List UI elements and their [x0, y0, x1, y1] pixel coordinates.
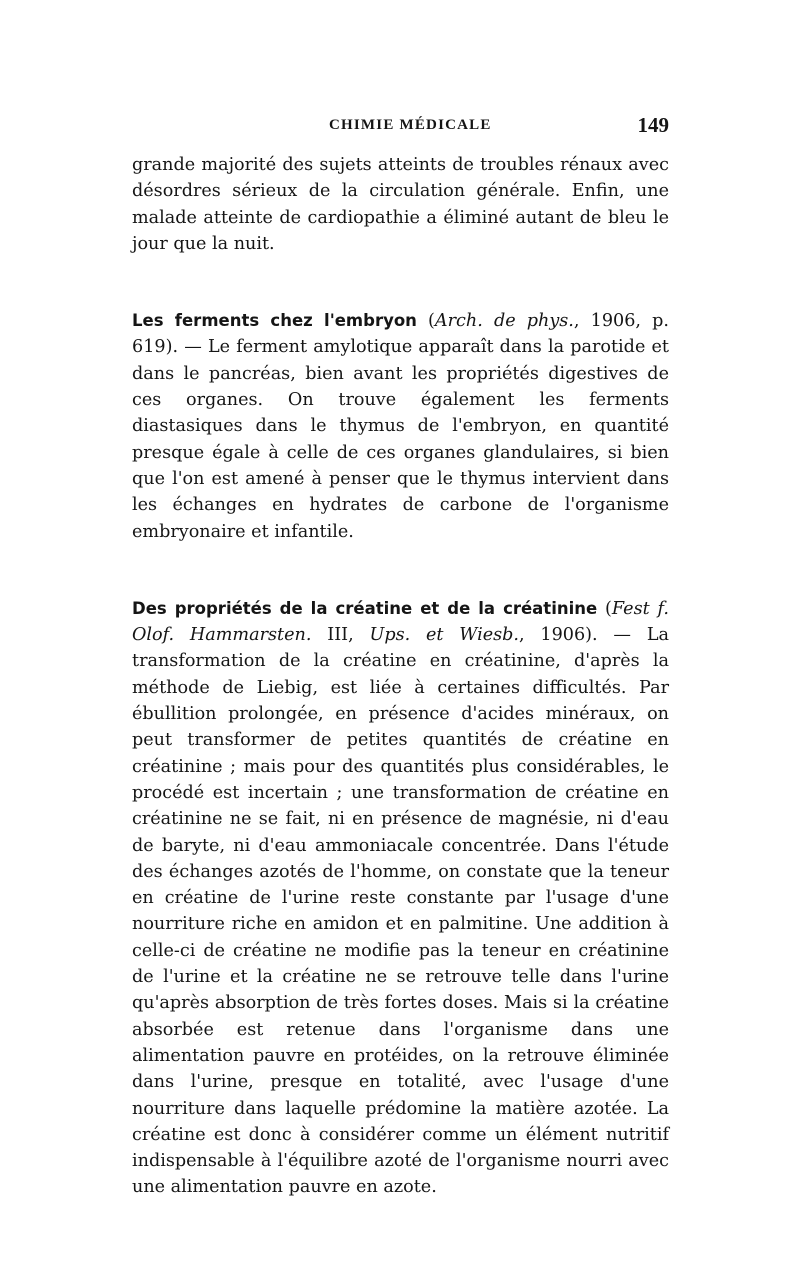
section-embryo-ferments: [132, 308, 669, 545]
page-header: [133, 113, 673, 141]
page-body: [132, 152, 669, 1201]
section-gap: [132, 257, 669, 308]
running-head: CHIMIE MÉDICALE: [329, 117, 492, 133]
page-number: 149: [637, 113, 669, 137]
reference-open: (: [416, 311, 435, 332]
section-creatine: [132, 596, 669, 1201]
reference-volume: III,: [311, 625, 370, 646]
paragraph-text: Le ferment amylotique apparaît dans la parotide et dans le pancréas, bien avant les propriétés digestives de ces organes. On trouve également les ferments diastasiques dans le thymus de l'embryon, en quantité presque égale à celle de ces organes glandulaires, si bien que l'on est amené à penser que le thymus intervient dans les échanges en hydrates de carbone de l'organisme embryonaire et infantile.: [132, 337, 669, 542]
reference-journal: Fest f. Olof. Hammarsten.: [132, 598, 670, 646]
reference-open: (: [597, 598, 612, 619]
reference-details: , 1906). —: [519, 625, 647, 646]
section-title: Des propriétés de la créatine et de la créatinine: [132, 598, 598, 618]
reference-journal: Arch. de phys.: [434, 311, 574, 332]
paragraph-continuation: [132, 152, 669, 257]
reference-details: , 1906, p. 619). —: [132, 311, 669, 358]
section-title: Les ferments chez l'embryon: [132, 311, 417, 331]
paragraph-text: La transformation de la créatine en créatinine, d'après la méthode de Liebig, est liée à certaines difficultés. Par ébullition prolongée, en présence d'acides minéraux, on peut transformer de petites quantités de créatine en créatinine ; mais pour des quantités plus considérables, le procédé est incertain ; une transformation de créatine en créatinine ne se fait, ni en présence de magnésie, ni d'eau de baryte, ni d'eau ammoniacale concentrée. Dans l'étude des échanges azotés de l'homme, on constate que la teneur en créatine de l'urine reste constante par l'usage d'une nourriture riche en amidon et en palmitine. Une addition à celle-ci de créatine ne modifie pas la teneur en créatinine de l'urine et la créatine ne se retrouve telle dans l'urine qu'après absorption de très fortes doses. Mais si la créatine absorbée est retenue dans l'organisme dans une alimentation pauvre en protéides, on la retrouve éliminée dans l'urine, presque en totalité, avec l'usage d'une nourriture dans laquelle prédomine la matière azotée. La créatine est donc à considérer comme un élément nutritif indispensable à l'équilibre azoté de l'organisme nourri avec une alimentation pauvre en azote.: [132, 625, 669, 1198]
reference-place: Ups. et Wiesb.: [369, 625, 519, 646]
paragraph-text: grande majorité des sujets atteints de troubles rénaux avec désordres sérieux de la circulation générale. Enfin, une malade atteinte de cardiopathie a éliminé autant de bleu le jour que la nuit.: [132, 155, 669, 254]
section-gap: [132, 545, 669, 596]
